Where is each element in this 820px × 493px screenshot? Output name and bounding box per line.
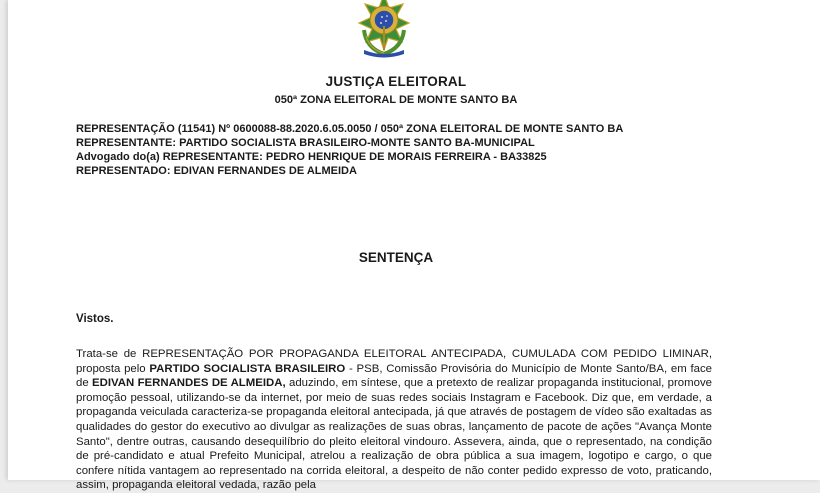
document-page <box>8 0 820 492</box>
court-heading: JUSTIÇA ELEITORAL <box>325 74 467 89</box>
coat-of-arms-brazil <box>358 0 410 58</box>
electoral-zone-heading: 050ª ZONA ELEITORAL DE MONTE SANTO BA <box>274 94 518 106</box>
case-number-line: REPRESENTAÇÃO (11541) Nº 0600088-88.2020.6.05.0050 / 050ª ZONA ELEITORAL DE MONTE SANTO BA <box>76 123 624 135</box>
body-text-part-3: aduzindo, em síntese, que a pretexto de realizar propaganda institucional, promove promoção pessoal, utilizando-se da internet, por meio de suas redes sociais Instagram e Facebook. Diz que, em verdade, a propaganda veiculada caracteriza-se propaganda eleitoral antecipada, já que através de postagem de vídeo são exaltadas as qualidades do gestor do executivo ao divulgar as realizações de suas obras, lançamento de pacote de ações "Avança Monte Santo", dentre outras, causando desequilíbrio do pleito eleitoral vindouro. Assevera, ainda, que o representado, na condição de pré-candidato e atual Prefeito Municipal, atrelou a realização de obra pública a sua imagem, logotipo e cargo, o que confere nítida vantagem ao representado na corrida eleitoral, a despeito de não conter pedido expresso de voto, praticando, assim, propaganda eleitoral vedada, razão pela <box>76 377 712 492</box>
body-text-part-2: - PSB, Comissão Provisória do Município de Monte Santo/BA, em face de <box>76 362 712 390</box>
attorney-line: Advogado do(a) REPRESENTANTE: PEDRO HENRIQUE DE MORAIS FERREIRA - BA33825 <box>76 151 547 163</box>
defendant-line: REPRESENTADO: EDIVAN FERNANDES DE ALMEIDA <box>76 165 357 177</box>
plaintiff-line: REPRESENTANTE: PARTIDO SOCIALISTA BRASILEIRO-MONTE SANTO BA-MUNICIPAL <box>76 137 535 149</box>
coat-of-arms-icon <box>358 0 410 58</box>
vistos-heading: Vistos. <box>76 313 114 325</box>
body-text-part-1: Trata-se de REPRESENTAÇÃO POR PROPAGANDA ELEITORAL ANTECIPADA, CUMULADA COM PEDIDO LIMINAR, proposta pelo <box>76 348 712 375</box>
document-title: SENTENÇA <box>358 250 434 265</box>
body-paragraph <box>76 347 712 493</box>
party-name: PARTIDO SOCIALISTA BRASILEIRO <box>149 362 346 375</box>
case-info-block <box>76 122 796 178</box>
defendant-name: EDIVAN FERNANDES DE ALMEIDA, <box>92 377 286 390</box>
